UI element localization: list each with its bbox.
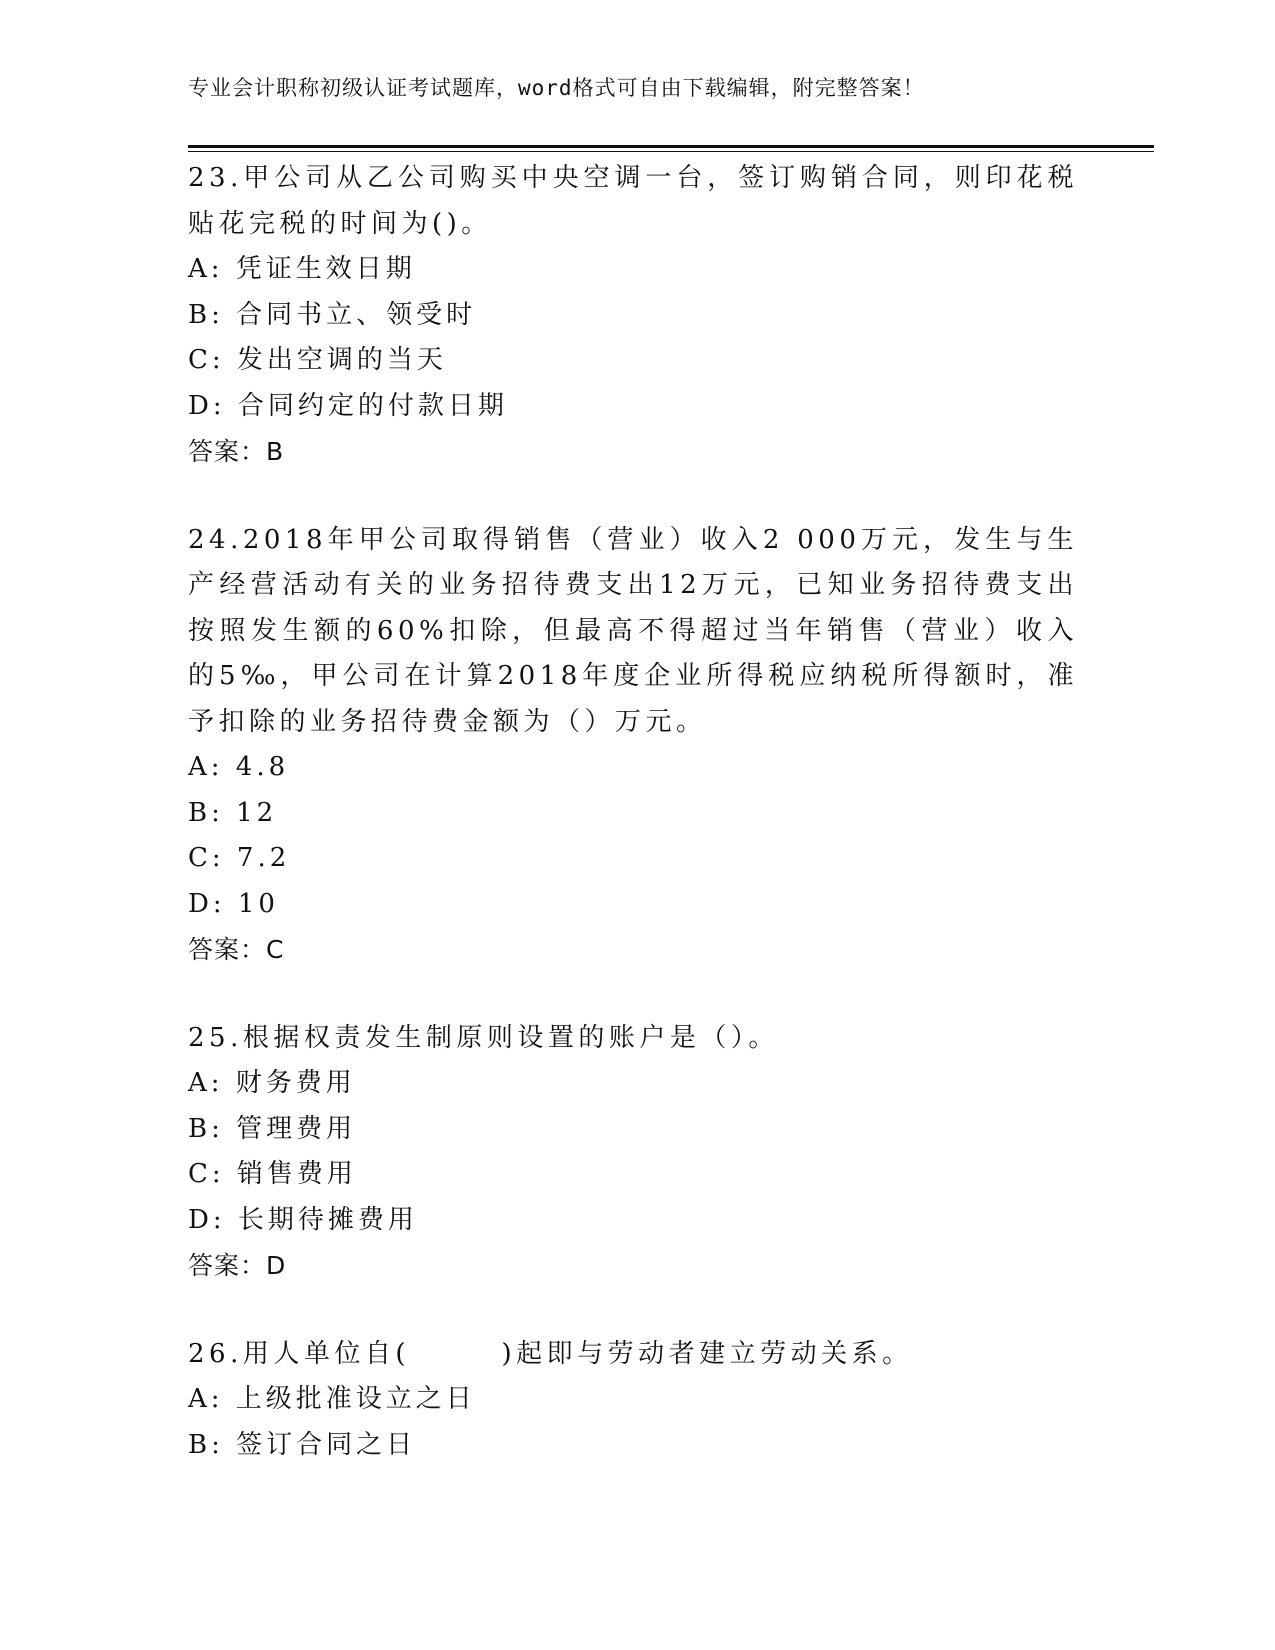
answer: 答案：D <box>188 1251 287 1280</box>
answer: 答案：C <box>188 935 285 964</box>
question-stem: 23.甲公司从乙公司购买中央空调一台，签订购销合同，则印花税贴花完税的时间为()。 <box>188 163 1078 239</box>
option-c: C: 销售费用 <box>188 1159 357 1189</box>
option-a: A: 凭证生效日期 <box>188 254 416 284</box>
option-d: D: 10 <box>188 888 279 919</box>
question-stem: 24.2018年甲公司取得销售（营业）收入2 000万元，发生与生产经营活动有关的业务招待费支出12万元，已知业务招待费支出按照发生额的60%扣除，但最高不得超过当年销售（营业）收入的5‰，甲公司在计算2018年度企业所得税应纳税所得额时，准予扣除的业务招待费金额为（）万元。 <box>188 524 1078 737</box>
option-b: B: 12 <box>188 797 278 828</box>
answer: 答案：B <box>188 437 285 466</box>
page-header: 专业会计职称初级认证考试题库，word格式可自由下载编辑，附完整答案！ <box>188 76 925 100</box>
header-rule-thick <box>188 145 1154 148</box>
question-26 <box>188 1332 1088 1469</box>
question-stem: 25.根据权责发生制原则设置的账户是（）。 <box>188 1022 779 1053</box>
option-d: D: 合同约定的付款日期 <box>188 390 508 421</box>
option-a: A: 财务费用 <box>188 1068 356 1098</box>
question-24 <box>188 518 1088 973</box>
option-c: C: 7.2 <box>188 843 291 873</box>
option-b: B: 合同书立、领受时 <box>188 299 477 330</box>
question-25 <box>188 1016 1088 1289</box>
option-b: B: 签订合同之日 <box>188 1429 417 1460</box>
option-a: A: 4.8 <box>188 752 290 782</box>
option-b: B: 管理费用 <box>188 1113 357 1144</box>
option-c: C: 发出空调的当天 <box>188 345 447 375</box>
question-23 <box>188 156 1088 475</box>
option-a: A: 上级批准设立之日 <box>188 1384 476 1414</box>
question-list <box>188 156 1088 1511</box>
question-stem: 26.用人单位自( )起即与劳动者建立劳动关系。 <box>188 1338 913 1369</box>
option-d: D: 长期待摊费用 <box>188 1204 418 1235</box>
header-rule-thin <box>188 151 1154 152</box>
